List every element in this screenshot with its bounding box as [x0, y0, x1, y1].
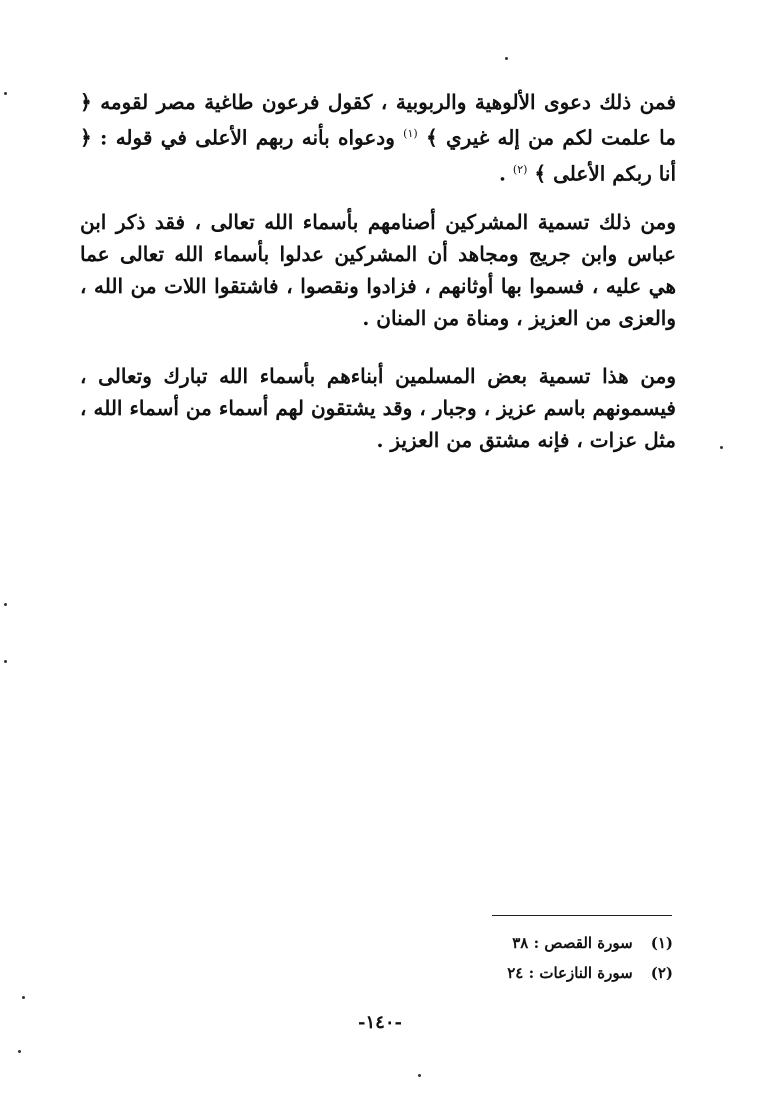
scan-speck [720, 446, 723, 449]
scan-speck [4, 92, 7, 95]
paragraph-idol-naming [80, 206, 676, 334]
footnote-text: سورة النازعات : ٢٤ [507, 964, 633, 982]
footnote-divider [492, 915, 672, 916]
footnote-ref-1: (١) [403, 127, 418, 140]
paragraph-text: ودعواه بأنه ربهم الأعلى في قوله : ﴿ أنا ربكم الأعلى ﴾ [80, 125, 676, 186]
paragraph-text: ومن هذا تسمية بعض المسلمين أبناءهم بأسماء الله تبارك وتعالى ، فيسمونهم باسم عزيز ، وجبار ، وقد يشتقون لهم أسماء من أسماء الله ، مثل عزات ، فإنه مشتق من العزيز . [80, 364, 676, 452]
paragraph-children-naming [80, 360, 676, 456]
footnote-1 [423, 928, 673, 958]
scan-speck [22, 996, 25, 999]
footnote-text: سورة القصص : ٣٨ [512, 934, 633, 952]
paragraph-end: . [498, 161, 506, 186]
paragraph-pharaoh-claim [80, 86, 676, 189]
footnote-2 [423, 958, 673, 988]
page-number: -١٤٠- [358, 1012, 402, 1033]
footnote-ref-2: (٢) [512, 162, 528, 176]
paragraph-text: ومن ذلك تسمية المشركين أصنامهم بأسماء الله تعالى ، فقد ذكر ابن عباس وابن جريج ومجاهد أن المشركين عدلوا بأسماء الله تعالى عما هي عليه ، فسموا بها أوثانهم ، فزادوا ونقصوا ، فاشتقوا اللات من الله ، والعزى من العزيز ، ومناة من المنان . [80, 210, 676, 330]
footnote-number: (١) [650, 934, 673, 952]
scan-speck [418, 1074, 421, 1077]
footnote-number: (٢) [650, 964, 673, 982]
paragraph-text: فمن ذلك دعوى الألوهية والربوبية ، كقول فرعون طاغية مصر لقومه ﴿ ما علمت لكم من إله غيري ﴾ [80, 90, 676, 150]
scan-speck [18, 1050, 21, 1053]
footnotes [423, 928, 673, 988]
scan-speck [4, 603, 7, 606]
scan-speck [4, 660, 7, 663]
scan-speck [505, 57, 508, 60]
